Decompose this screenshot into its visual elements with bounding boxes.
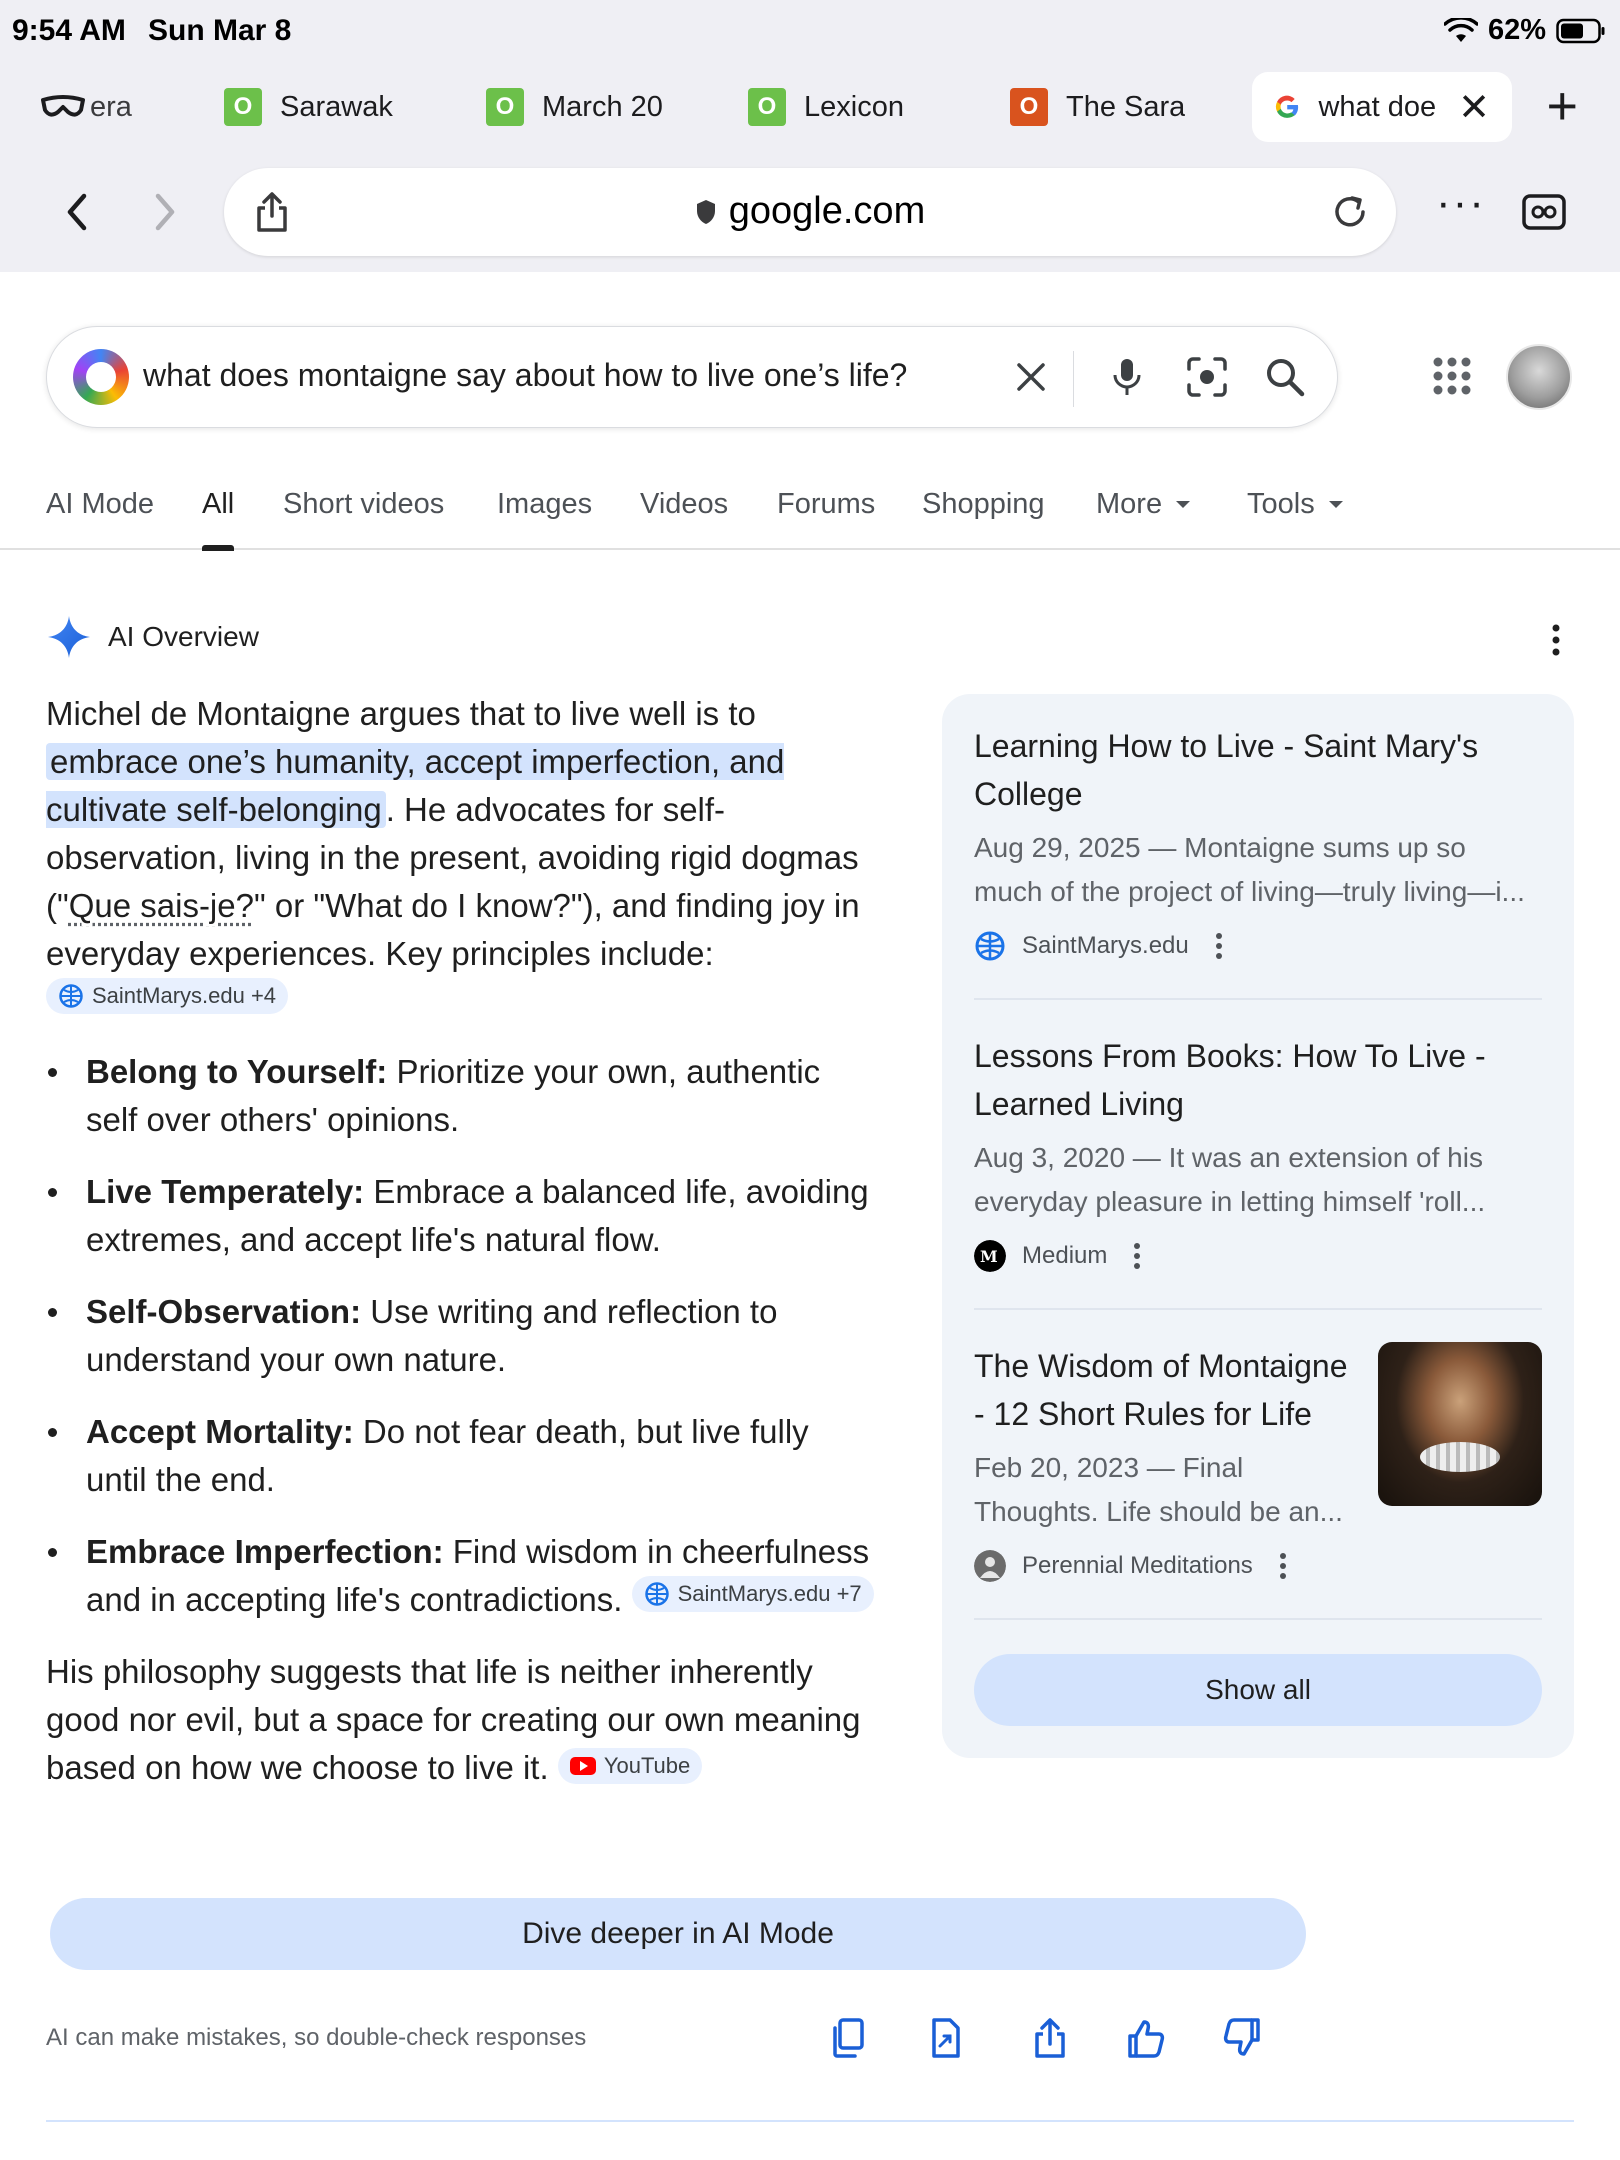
tab-short-videos[interactable]: Short videos	[283, 488, 445, 520]
tab-shopping[interactable]: Shopping	[922, 488, 1045, 520]
list-item	[46, 1048, 876, 1144]
source-snippet: Aug 29, 2025 — Montaigne sums up so	[974, 832, 1466, 863]
source-snippet: Aug 3, 2020 — It was an extension of his	[974, 1142, 1483, 1173]
source-menu-icon[interactable]	[1279, 1552, 1287, 1580]
ai-overview-menu-icon[interactable]	[1546, 620, 1566, 660]
close-tab-icon[interactable]: ✕	[1458, 86, 1490, 129]
share-icon[interactable]	[1030, 2016, 1070, 2060]
tab-more-label: More	[1096, 488, 1163, 520]
browser-chrome	[0, 0, 1620, 272]
source-snippet: Thoughts. Life should be an...	[974, 1496, 1343, 1527]
status-bar	[0, 0, 1620, 62]
source-site	[974, 1550, 1542, 1582]
source-site	[974, 930, 1542, 962]
source-card[interactable]	[974, 722, 1542, 962]
tab-forums[interactable]: Forums	[777, 488, 876, 520]
search-labs-logo-icon[interactable]	[73, 349, 129, 405]
principle-text: Use writing and reflection to understand your own nature.	[86, 1293, 778, 1378]
globe-icon	[644, 1581, 670, 1607]
bottom-divider	[46, 2120, 1574, 2122]
tab-label: Lexicon	[804, 90, 904, 123]
thumbs-down-icon[interactable]	[1222, 2016, 1262, 2060]
source-chip-label: YouTube	[603, 1753, 691, 1778]
source-site	[974, 1240, 1542, 1272]
principles-list	[46, 1048, 876, 1624]
principle-term: Live Temperately:	[86, 1173, 365, 1210]
principle-term: Self-Observation:	[86, 1293, 362, 1330]
list-item	[46, 1408, 876, 1504]
reload-icon[interactable]	[1330, 190, 1370, 234]
copy-icon[interactable]	[828, 2016, 868, 2060]
source-divider	[974, 998, 1542, 1000]
search-divider	[1073, 351, 1074, 407]
google-apps-icon[interactable]	[1432, 356, 1472, 396]
medium-icon	[974, 1240, 1006, 1272]
tab-images[interactable]: Images	[497, 488, 593, 520]
que-sais-je-term[interactable]: Que sais-je?	[68, 887, 254, 924]
ai-overview-answer	[46, 690, 876, 1792]
wifi-icon	[1444, 18, 1478, 44]
tab-label: what doe	[1318, 90, 1437, 123]
principle-text: Find wisdom in cheerfulness and in accepting life's contradictions.	[86, 1533, 870, 1618]
tab-label: The Sara	[1066, 90, 1186, 123]
answer-closing	[46, 1648, 876, 1792]
tab-more[interactable]	[1096, 488, 1190, 521]
search-tabs	[0, 474, 1620, 550]
source-divider	[974, 1618, 1542, 1620]
tab-march-20[interactable]	[486, 72, 663, 142]
tab-sarawak[interactable]	[224, 72, 393, 142]
tab-tools[interactable]	[1247, 488, 1343, 521]
montaigne-portrait-thumbnail[interactable]	[1378, 1342, 1542, 1506]
ai-disclaimer: AI can make mistakes, so double-check responses	[46, 2024, 587, 2051]
intro-text: Michel de Montaigne argues that to live well is to	[46, 695, 756, 732]
tab-ai-mode[interactable]: AI Mode	[46, 488, 154, 520]
battery-percent: 62%	[1487, 14, 1546, 46]
principle-term: Accept Mortality:	[86, 1413, 354, 1450]
svg-text:M: M	[980, 1247, 998, 1266]
youtube-icon	[570, 1757, 596, 1775]
source-site-name: SaintMarys.edu	[1022, 932, 1189, 959]
ai-sparkle-icon	[46, 614, 92, 660]
sources-panel	[942, 694, 1574, 1758]
more-options-icon[interactable]: ···	[1436, 178, 1486, 227]
tabs-overview-icon[interactable]	[1522, 192, 1566, 232]
shield-icon	[695, 199, 717, 225]
source-menu-icon[interactable]	[1133, 1242, 1141, 1270]
highlighted-phrase[interactable]: embrace one’s humanity, accept imperfection, and cultivate self-belonging	[46, 743, 785, 828]
tab-all[interactable]: All	[202, 488, 235, 520]
private-glasses-icon	[40, 92, 86, 122]
tab-era[interactable]	[40, 72, 132, 142]
globe-icon	[974, 930, 1006, 962]
navigation-row	[0, 168, 1620, 256]
tab-favicon: O	[1010, 88, 1048, 126]
tab-label: Sarawak	[280, 90, 393, 123]
perennial-meditations-icon	[974, 1550, 1006, 1582]
status-time: 9:54 AM	[12, 14, 126, 47]
chevron-down-icon	[1176, 501, 1190, 508]
list-item	[46, 1528, 876, 1624]
back-icon[interactable]	[64, 190, 90, 234]
forward-icon[interactable]	[152, 190, 178, 234]
status-indicators	[1444, 14, 1606, 47]
source-title[interactable]: The Wisdom of Montaigne - 12 Short Rules for Life	[974, 1348, 1348, 1432]
show-all-button[interactable]: Show all	[974, 1654, 1542, 1726]
camera-lens-icon[interactable]	[1185, 355, 1229, 399]
tab-lexicon[interactable]	[748, 72, 904, 142]
search-icon[interactable]	[1263, 355, 1307, 399]
battery-icon	[1556, 18, 1606, 44]
source-menu-icon[interactable]	[1215, 932, 1223, 960]
search-input[interactable]: what does montaigne say about how to live one’s life?	[143, 357, 908, 393]
source-divider	[974, 1308, 1542, 1310]
google-g-icon	[1274, 90, 1300, 124]
list-item	[46, 1288, 876, 1384]
dive-deeper-ai-mode-button[interactable]: Dive deeper in AI Mode	[50, 1898, 1306, 1970]
tab-favicon: O	[748, 88, 786, 126]
address-bar[interactable]	[224, 168, 1396, 256]
source-site-name: Medium	[1022, 1242, 1108, 1269]
tab-favicon: O	[486, 88, 524, 126]
source-chip-label: SaintMarys.edu +4	[92, 983, 277, 1008]
source-title[interactable]: Lessons From Books: How To Live - Learned Living	[974, 1038, 1486, 1122]
microphone-icon[interactable]	[1105, 355, 1149, 399]
list-item	[46, 1168, 876, 1264]
source-snippet: Feb 20, 2023 — Final	[974, 1452, 1244, 1483]
youtube-source-chip[interactable]	[558, 1748, 702, 1784]
chevron-down-icon	[1329, 501, 1343, 508]
intro-text: " or "What do I know?"), and finding joy in everyday experiences. Key principles include:	[46, 887, 860, 972]
principle-term: Belong to Yourself:	[86, 1053, 388, 1090]
source-card[interactable]	[974, 1342, 1542, 1582]
tab-favicon: O	[224, 88, 262, 126]
new-tab-button[interactable]: +	[1546, 76, 1578, 136]
clear-search-icon[interactable]	[1009, 355, 1053, 399]
principle-text: Do not fear death, but live fully until the end.	[86, 1413, 809, 1498]
tab-active-google[interactable]	[1252, 72, 1512, 142]
tab-videos[interactable]: Videos	[640, 488, 729, 520]
tab-the-sara[interactable]	[1010, 72, 1185, 142]
export-doc-icon[interactable]	[926, 2016, 966, 2060]
tab-bar	[0, 72, 1620, 146]
ai-overview-title: AI Overview	[108, 621, 259, 652]
principle-term: Embrace Imperfection:	[86, 1533, 444, 1570]
globe-icon	[58, 983, 84, 1009]
source-snippet: much of the project of living—truly living—i...	[974, 876, 1525, 907]
source-text	[974, 1342, 1364, 1534]
tab-label: era	[90, 90, 132, 123]
source-card[interactable]	[974, 1032, 1542, 1272]
source-snippet: everyday pleasure in letting himself 'roll...	[974, 1186, 1486, 1217]
url-text: google.com	[728, 190, 926, 232]
status-date: Sun Mar 8	[148, 14, 292, 47]
principle-text: Prioritize your own, authentic self over others' opinions.	[86, 1053, 821, 1138]
ai-overview-header	[46, 612, 259, 662]
tab-tools-label: Tools	[1247, 488, 1315, 520]
intro-text: . He advocates for self-observation, living in the present, avoiding rigid dogmas ("	[46, 791, 859, 924]
closing-text: His philosophy suggests that life is neither inherently good nor evil, but a space for creating our own meaning based on how we choose to live it.	[46, 1653, 861, 1786]
search-box[interactable]	[46, 326, 1338, 428]
answer-intro	[46, 690, 876, 1026]
source-chip-label: SaintMarys.edu +7	[677, 1581, 862, 1606]
source-site-name: Perennial Meditations	[1022, 1552, 1253, 1579]
principle-text: Embrace a balanced life, avoiding extremes, and accept life's natural flow.	[86, 1173, 869, 1258]
tab-label: March 20	[542, 90, 663, 123]
source-title[interactable]: Learning How to Live - Saint Mary's College	[974, 728, 1479, 812]
source-chip[interactable]	[46, 978, 288, 1014]
url-display	[224, 190, 1396, 233]
account-avatar[interactable]	[1506, 344, 1572, 410]
source-chip[interactable]	[632, 1576, 874, 1612]
thumbs-up-icon[interactable]	[1126, 2016, 1166, 2060]
